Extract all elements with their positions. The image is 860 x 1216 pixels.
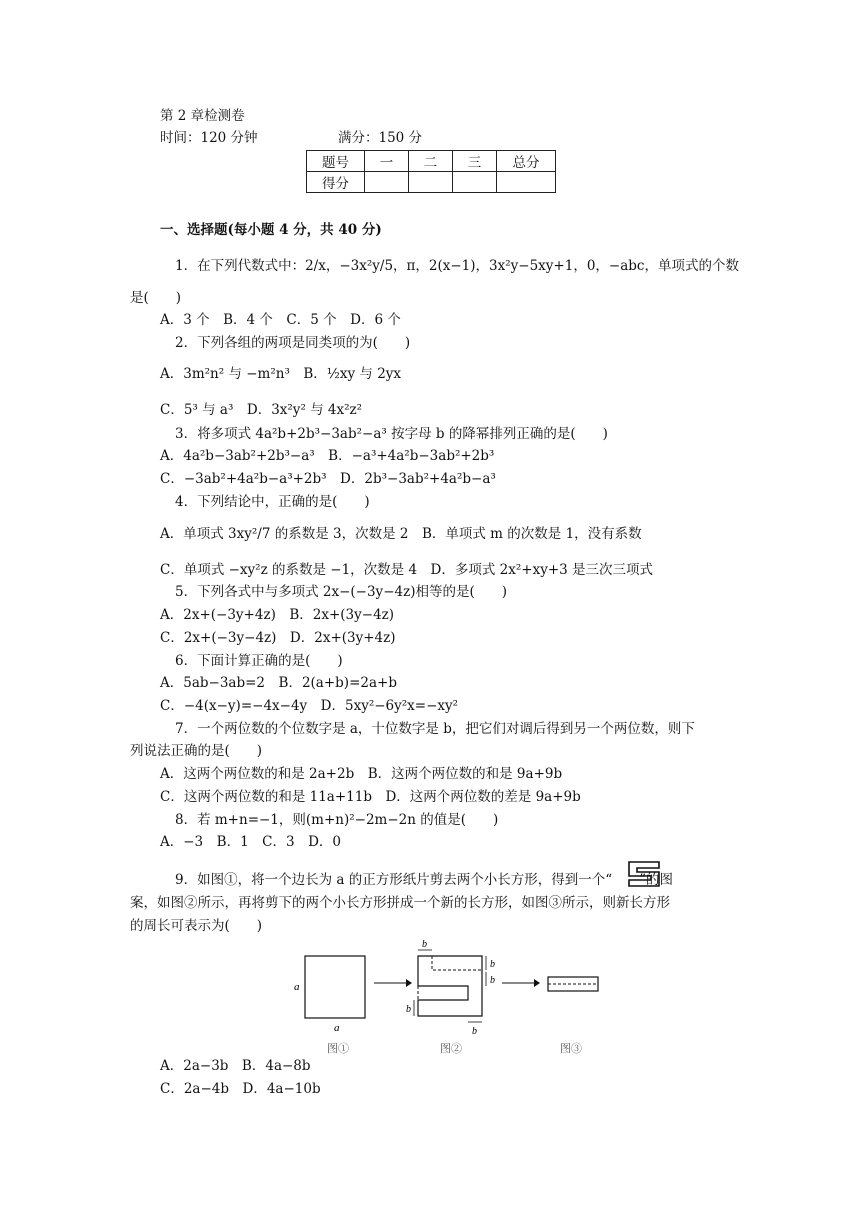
question-9-options-2: C．2a−4b D．4a−10b — [160, 1081, 321, 1097]
doc-title: 第 2 章检测卷 — [160, 108, 245, 124]
question-9-options-1: A．2a−3b B．4a−8b — [160, 1058, 311, 1074]
question-1-line-1: 1．在下列代数式中：2/x，−3x²y/5，π，2(x−1)，3x²y−5xy+1，0，−abc，单项式的个数 — [175, 258, 739, 274]
question-9-line-1: 9．如图①，将一个边长为 a 的正方形纸片剪去两个小长方形，得到一个“ ”的图 — [175, 872, 674, 888]
score-table-header-row — [307, 151, 556, 172]
figure-2-s-shape — [400, 936, 510, 1040]
score-cell: 得分 — [307, 172, 365, 193]
question-3-stem: 3．将多项式 4a²b+2b³−3ab²−a³ 按字母 b 的降幂排列正确的是( ) — [175, 426, 608, 442]
figure-1-caption: 图① — [327, 1042, 349, 1055]
score-cell: 总分 — [497, 151, 556, 172]
section-title: 一、选择题(每小题 4 分，共 40 分) — [160, 222, 382, 238]
score-cell[interactable] — [409, 172, 453, 193]
score-table-score-row — [307, 172, 556, 193]
arrow-icon — [500, 976, 540, 990]
question-8-options: A．−3 B．1 C．3 D．0 — [160, 834, 341, 850]
question-6-options-2: C．−4(x−y)=−4x−4y D．5xy²−6y²x=−xy² — [160, 698, 459, 714]
question-1-options: A．3 个 B．4 个 C．5 个 D．6 个 — [160, 312, 401, 328]
score-cell: 题号 — [307, 151, 365, 172]
score-cell: 一 — [365, 151, 409, 172]
score-cell: 二 — [409, 151, 453, 172]
question-5-stem: 5．下列各式中与多项式 2x−(−3y−4z)相等的是( ) — [175, 584, 508, 600]
label-b: b — [422, 939, 427, 950]
question-2-options-2: C．5³ 与 a³ D．3x²y² 与 4x²z² — [160, 402, 363, 418]
full-score: 满分：150 分 — [338, 130, 423, 146]
question-2-stem: 2．下列各组的两项是同类项的为( ) — [175, 335, 411, 351]
score-table — [306, 150, 556, 193]
figure-1-square — [290, 946, 380, 1046]
question-3-options-1: A．4a²b−3ab²+2b³−a³ B．−a³+4a²b−3ab²+2b³ — [160, 448, 495, 464]
score-cell[interactable] — [365, 172, 409, 193]
question-9-line-3: 的周长可表示为( ) — [130, 918, 263, 934]
figure-3-caption: 图③ — [560, 1042, 582, 1055]
question-5-options-1: A．2x+(−3y+4z) B．2x+(3y−4z) — [160, 607, 395, 623]
question-4-options-2: C．单项式 −xy²z 的系数是 −1，次数是 4 D．多项式 2x²+xy+3 是三次三项式 — [160, 562, 654, 578]
question-7-options-1: A．这两个两位数的和是 2a+2b B．这两个两位数的和是 9a+9b — [160, 766, 563, 782]
label-b: b — [406, 1004, 411, 1015]
question-3-options-2: C．−3ab²+4a²b−a³+2b³ D．2b³−3ab²+4a²b−a³ — [160, 471, 496, 487]
score-cell[interactable] — [453, 172, 497, 193]
question-6-options-1: A．5ab−3ab=2 B．2(a+b)=2a+b — [160, 675, 397, 691]
exam-time: 时间：120 分钟 — [160, 130, 258, 146]
question-5-options-2: C．2x+(−3y−4z) D．2x+(3y+4z) — [160, 630, 396, 646]
question-7-line-2: 列说法正确的是( ) — [130, 743, 263, 759]
score-cell[interactable] — [497, 172, 556, 193]
label-a: a — [334, 1022, 340, 1034]
label-b: b — [490, 959, 495, 970]
label-b: b — [472, 1026, 477, 1037]
question-7-options-2: C．这两个两位数的和是 11a+11b D．这两个两位数的差是 9a+9b — [160, 789, 581, 805]
label-a: a — [294, 981, 300, 993]
question-8-stem: 8．若 m+n=−1，则(m+n)²−2m−2n 的值是( ) — [175, 812, 499, 828]
question-4-stem: 4．下列结论中，正确的是( ) — [175, 494, 370, 510]
question-2-options-1: A．3m²n² 与 −m²n³ B．½xy 与 2yx — [160, 366, 402, 382]
s-shape-icon — [627, 860, 661, 888]
question-4-options-1: A．单项式 3xy²/7 的系数是 3，次数是 2 B．单项式 m 的次数是 1，没有系数 — [160, 526, 642, 542]
label-b: b — [490, 975, 495, 986]
question-9-line-2: 案，如图②所示，再将剪下的两个小长方形拼成一个新的长方形，如图③所示，则新长方形 — [130, 895, 670, 911]
question-7-line-1: 7．一个两位数的个位数字是 a，十位数字是 b，把它们对调后得到另一个两位数，则下 — [175, 721, 695, 737]
figure-2-caption: 图② — [440, 1042, 462, 1055]
question-1-line-2: 是( ) — [130, 290, 182, 306]
figure-3-rectangle — [545, 974, 601, 994]
question-6-stem: 6．下面计算正确的是( ) — [175, 653, 343, 669]
score-cell: 三 — [453, 151, 497, 172]
